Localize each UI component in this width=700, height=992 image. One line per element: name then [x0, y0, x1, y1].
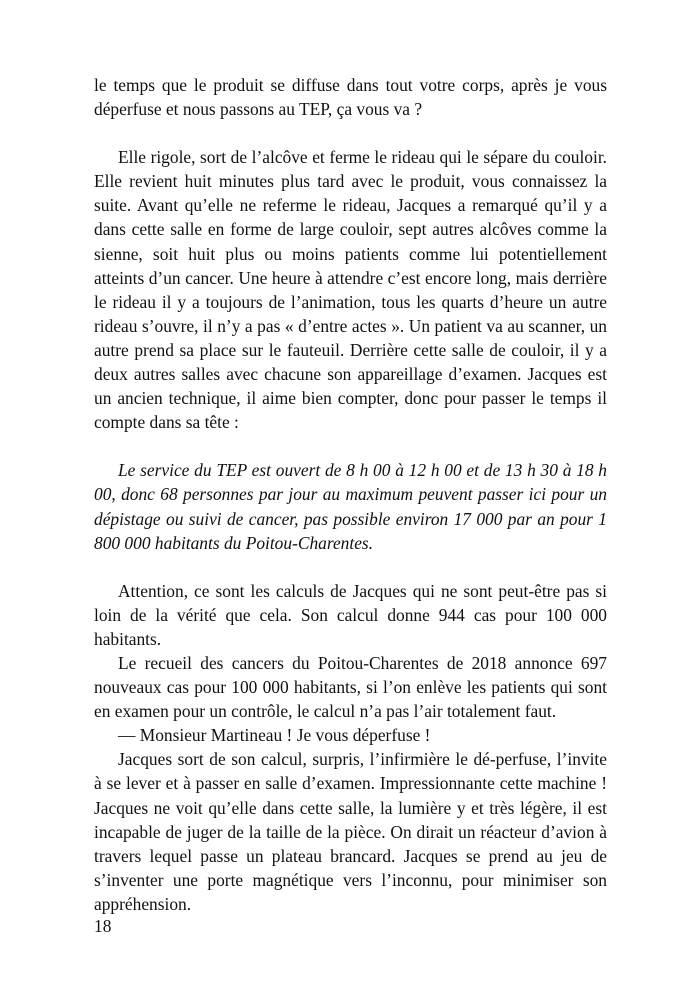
- page-number: 18: [94, 916, 112, 936]
- paragraph-attention: Attention, ce sont les calculs de Jacques qui ne sont peut-être pas si loin de la vérité que cela. Son calcul donne 944 cas pour 100 000 habitants.: [94, 580, 607, 649]
- page-body: [94, 73, 607, 916]
- paragraph-italic-calculation: Le service du TEP est ouvert de 8 h 00 à 12 h 00 et de 13 h 30 à 18 h 00, donc 68 personnes par jour au maximum peuvent passer ici pour un dépistage ou suivi de cancer, pas possible environ 17 000 par an pour 1 800 000 habitants du Poitou-Charentes.: [94, 460, 607, 553]
- paragraph-recueil: Le recueil des cancers du Poitou-Charentes de 2018 annonce 697 nouveaux cas pour 100 000 habitants, si l’on enlève les patients qui sont en examen pour un contrôle, le calcul n’a pas l’air totalement faut.: [94, 652, 607, 722]
- paragraph-alcove: Elle rigole, sort de l’alcôve et ferme le rideau qui le sépare du couloir. Elle revient huit minutes plus tard avec le produit, vous connaissez la suite. Avant qu’elle ne referme le rideau, Jacques a remarqué qu’il y a dans cette salle en forme de large couloir, sept autres alcôves comme la sienne, soit huit plus ou moins patients comme lui potentiellement atteints d’un cancer. Une heure à attendre c’est encore long, mais derrière le rideau il y a toujours de l’animation, tous les quarts d’heure un autre rideau s’ouvre, il n’y a pas « d’entre actes ». Un patient va au scanner, un autre prend sa place sur le fauteuil. Derrière cette salle de couloir, il y a deux autres salles avec chacune son appareillage d’examen. Jacques est un ancien technique, il aime bien compter, donc pour passer le temps il compte dans sa tête :: [94, 147, 607, 433]
- paragraph-continued: le temps que le produit se diffuse dans tout votre corps, après je vous déperfuse et nous passons au TEP, ça vous va ?: [94, 75, 607, 120]
- paragraph-examen: Jacques sort de son calcul, surpris, l’infirmière le dé-perfuse, l’invite à se lever et à passer en salle d’examen. Impressionnante cette machine ! Jacques ne voit qu’elle dans cette salle, la lumière y et très légère, il est incapable de juger de la taille de la pièce. On dirait un réacteur d’avion à travers lequel passe un plateau brancard. Jacques se prend au jeu de s’inventer une porte magnétique vers l’inconnu, pour minimiser son appréhension.: [94, 749, 607, 914]
- paragraph-dialogue: — Monsieur Martineau ! Je vous déperfuse !: [118, 725, 431, 746]
